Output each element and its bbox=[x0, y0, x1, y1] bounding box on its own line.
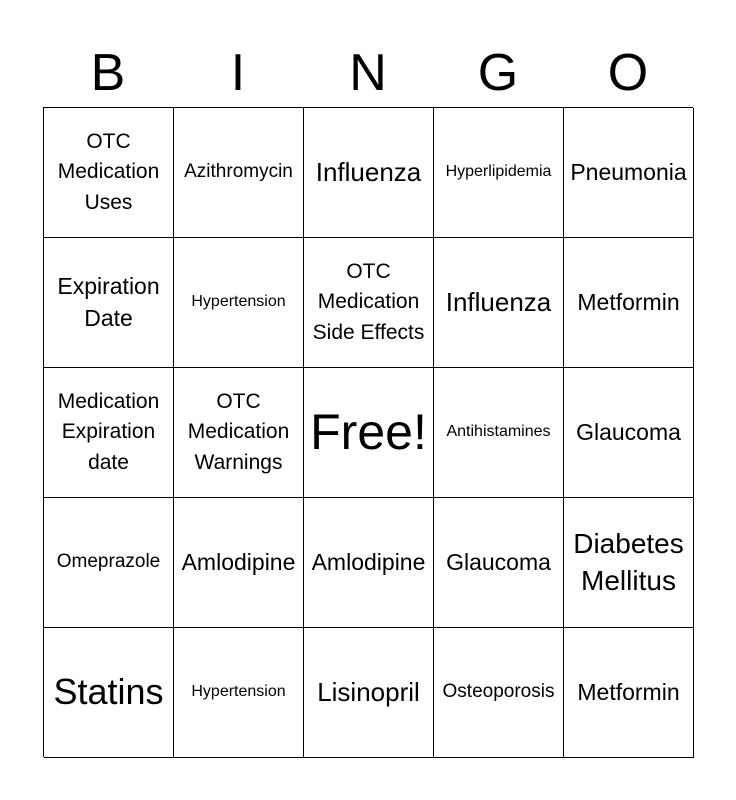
cell-label: Hypertension bbox=[191, 683, 286, 701]
bingo-board bbox=[43, 107, 693, 757]
bingo-cell[interactable] bbox=[44, 368, 174, 498]
bingo-cell[interactable] bbox=[44, 238, 174, 368]
header-letter-g: G bbox=[477, 44, 519, 102]
cell-label: Metformin bbox=[577, 678, 680, 705]
cell-label: Influenza bbox=[445, 286, 552, 317]
cell-label: OTC Medication Warnings bbox=[187, 390, 290, 474]
cell-label: OTC Medication Side Effects bbox=[312, 260, 425, 344]
free-space-label: Free! bbox=[310, 404, 427, 460]
cell-label: Hyperlipidemia bbox=[445, 163, 552, 181]
cell-label: Lisinopril bbox=[317, 676, 420, 707]
bingo-cell[interactable] bbox=[304, 498, 434, 628]
bingo-header bbox=[43, 42, 693, 104]
header-letter-o: O bbox=[607, 44, 649, 102]
free-space[interactable] bbox=[304, 368, 434, 498]
cell-label: Glaucoma bbox=[576, 418, 681, 445]
cell-label: Glaucoma bbox=[446, 548, 551, 575]
bingo-cell[interactable] bbox=[434, 498, 564, 628]
cell-label: Statins bbox=[53, 671, 164, 713]
bingo-cell[interactable] bbox=[564, 368, 694, 498]
bingo-cell[interactable] bbox=[44, 498, 174, 628]
bingo-cell[interactable] bbox=[304, 238, 434, 368]
cell-label: Amlodipine bbox=[311, 548, 426, 575]
bingo-cell[interactable] bbox=[174, 498, 304, 628]
bingo-cell[interactable] bbox=[564, 238, 694, 368]
header-letter-b: B bbox=[90, 44, 126, 102]
cell-label: Medication Expiration date bbox=[57, 390, 160, 474]
bingo-cell[interactable] bbox=[564, 108, 694, 238]
bingo-cell[interactable] bbox=[44, 108, 174, 238]
cell-label: Influenza bbox=[315, 156, 422, 187]
bingo-cell[interactable] bbox=[174, 628, 304, 758]
bingo-cell[interactable] bbox=[174, 368, 304, 498]
cell-label: Metformin bbox=[577, 288, 680, 315]
cell-label: Antihistamines bbox=[446, 423, 551, 441]
bingo-cell[interactable] bbox=[564, 498, 694, 628]
bingo-cell[interactable] bbox=[44, 628, 174, 758]
header-letter-n: N bbox=[349, 44, 387, 102]
cell-label: OTC Medication Uses bbox=[57, 130, 160, 214]
bingo-cell[interactable] bbox=[304, 108, 434, 238]
cell-label: Amlodipine bbox=[181, 548, 296, 575]
bingo-cell[interactable] bbox=[434, 238, 564, 368]
bingo-cell[interactable] bbox=[434, 368, 564, 498]
header-letter-i: I bbox=[230, 44, 246, 102]
cell-label: Omeprazole bbox=[56, 551, 161, 573]
bingo-cell[interactable] bbox=[434, 628, 564, 758]
cell-label: Expiration Date bbox=[57, 273, 160, 331]
bingo-cell[interactable] bbox=[304, 628, 434, 758]
cell-label: Pneumonia bbox=[570, 158, 687, 185]
bingo-cell[interactable] bbox=[174, 238, 304, 368]
cell-label: Azithromycin bbox=[184, 161, 293, 183]
cell-label: Osteoporosis bbox=[442, 681, 555, 703]
bingo-cell[interactable] bbox=[564, 628, 694, 758]
cell-label: Hypertension bbox=[191, 293, 286, 311]
bingo-cell[interactable] bbox=[174, 108, 304, 238]
bingo-cell[interactable] bbox=[434, 108, 564, 238]
cell-label: Diabetes Mellitus bbox=[573, 528, 684, 596]
